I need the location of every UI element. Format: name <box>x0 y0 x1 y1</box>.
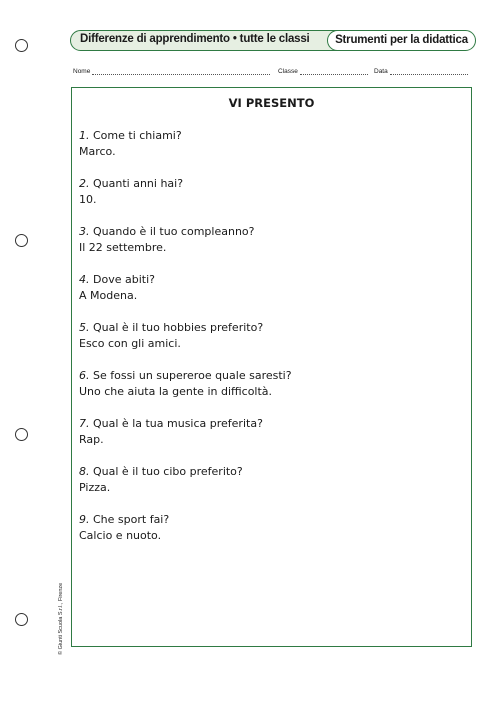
answer-text: A Modena. <box>79 289 138 302</box>
question-text: Quanti anni hai? <box>93 177 184 190</box>
worksheet-box <box>71 87 472 647</box>
question-number: 9. <box>79 513 90 526</box>
qa-item <box>79 272 155 304</box>
question-text: Come ti chiami? <box>93 129 182 142</box>
binder-hole <box>15 234 28 247</box>
qa-item <box>79 224 255 256</box>
question-number: 3. <box>79 225 90 238</box>
class-field <box>278 68 368 75</box>
question-text: Se fossi un supereroe quale saresti? <box>93 369 292 382</box>
qa-item <box>79 128 182 160</box>
qa-item <box>79 416 263 448</box>
question-text: Qual è la tua musica preferita? <box>93 417 263 430</box>
answer-text: Il 22 settembre. <box>79 241 167 254</box>
question-text: Dove abiti? <box>93 273 155 286</box>
qa-item <box>79 320 263 352</box>
question-number: 2. <box>79 177 90 190</box>
binder-hole <box>15 39 28 52</box>
answer-text: 10. <box>79 193 97 206</box>
name-label: Nome <box>73 68 91 75</box>
question-number: 7. <box>79 417 90 430</box>
answer-text: Pizza. <box>79 481 111 494</box>
qa-item <box>79 512 169 544</box>
answer-text: Marco. <box>79 145 116 158</box>
qa-item <box>79 464 243 496</box>
answer-text: Calcio e nuoto. <box>79 529 162 542</box>
date-dotted-line <box>390 68 468 75</box>
question-text: Quando è il tuo compleanno? <box>93 225 255 238</box>
qa-item <box>79 176 183 208</box>
question-number: 6. <box>79 369 90 382</box>
copyright-notice: © Giunti Scuola S.r.l., Firenze <box>58 582 64 655</box>
qa-item <box>79 368 292 400</box>
question-number: 8. <box>79 465 90 478</box>
class-label: Classe <box>278 68 298 75</box>
header-series: Strumenti per la didattica <box>327 30 476 51</box>
header-subject: Differenze di apprendimento • tutte le classi <box>80 33 310 45</box>
question-text: Che sport fai? <box>93 513 170 526</box>
question-number: 4. <box>79 273 90 286</box>
question-text: Qual è il tuo cibo preferito? <box>93 465 243 478</box>
question-text: Qual è il tuo hobbies preferito? <box>93 321 264 334</box>
name-dotted-line <box>92 68 270 75</box>
question-number: 1. <box>79 129 90 142</box>
date-field <box>374 68 468 75</box>
binder-hole <box>15 428 28 441</box>
answer-text: Esco con gli amici. <box>79 337 181 350</box>
class-dotted-line <box>300 68 368 75</box>
answer-text: Uno che aiuta la gente in difficoltà. <box>79 385 273 398</box>
header-band <box>70 30 476 51</box>
question-number: 5. <box>79 321 90 334</box>
date-label: Data <box>374 68 388 75</box>
answer-text: Rap. <box>79 433 104 446</box>
student-fields <box>73 68 471 80</box>
worksheet-title: VI PRESENTO <box>228 96 315 110</box>
binder-hole <box>15 613 28 626</box>
name-field <box>73 68 270 75</box>
